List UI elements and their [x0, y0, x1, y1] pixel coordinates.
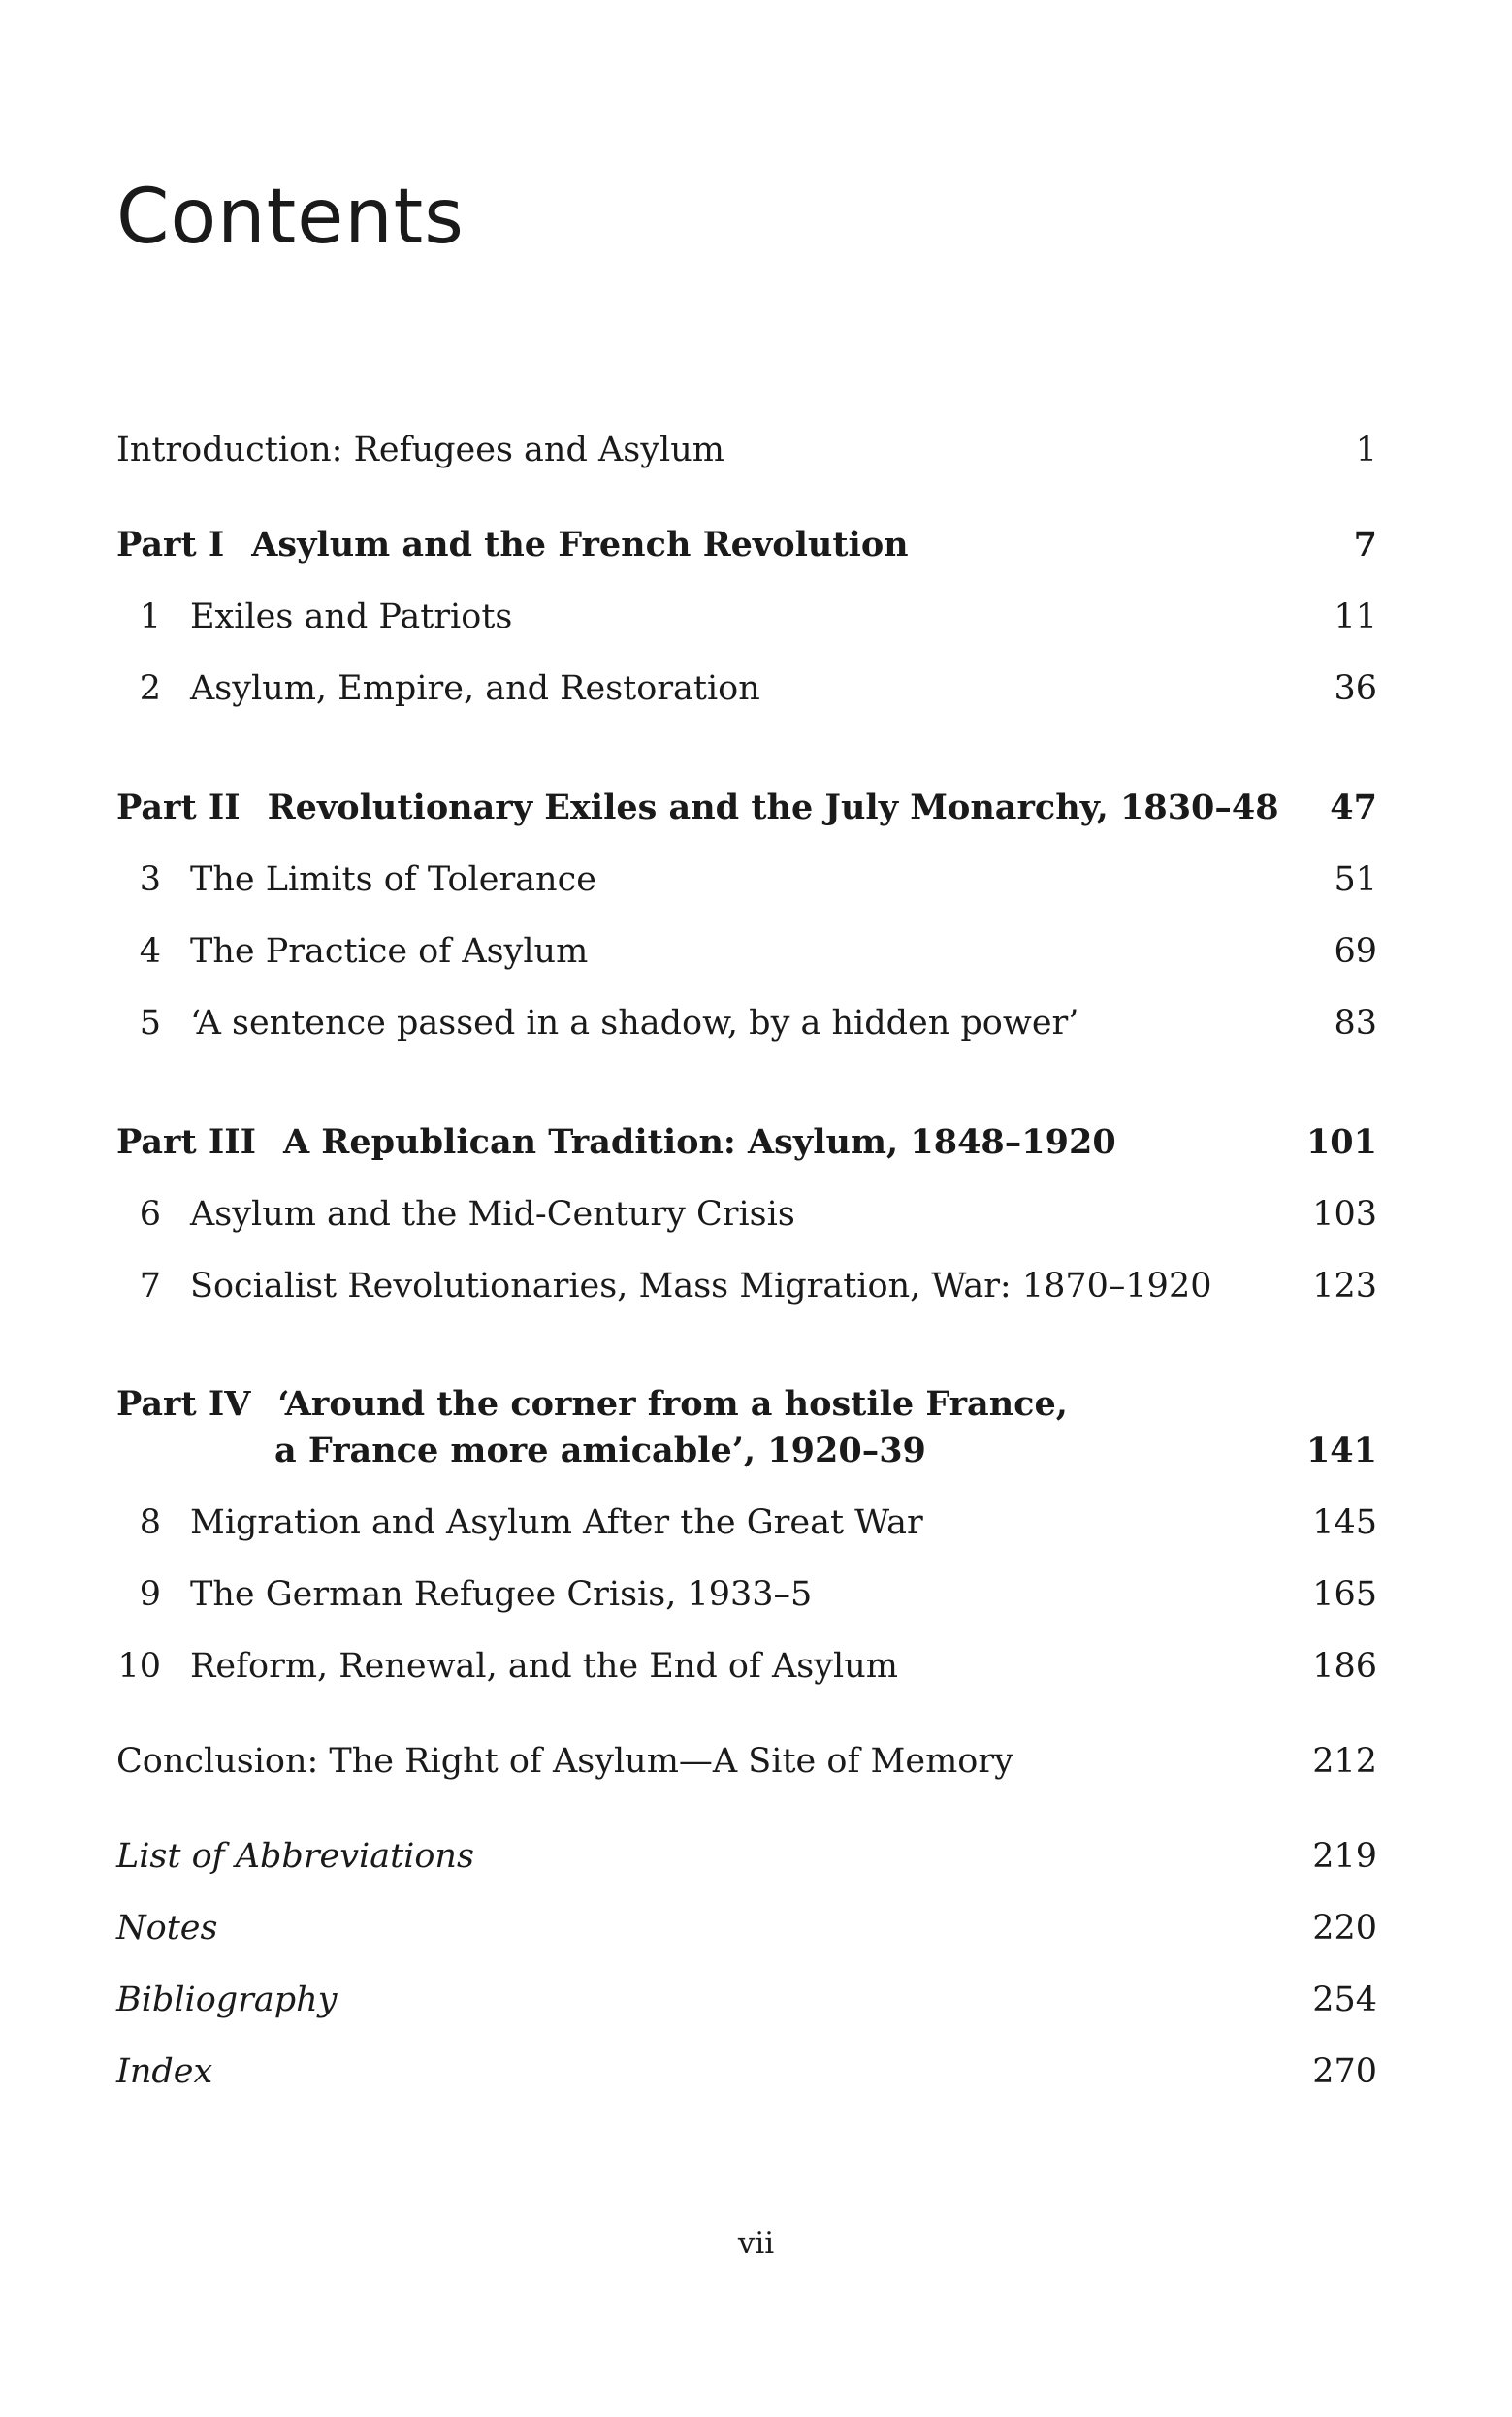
- chapter-title: The Practice of Asylum: [190, 932, 589, 971]
- entry-title: Conclusion: The Right of Asylum—A Site of Memory: [116, 1742, 1013, 1781]
- chapter-title: Asylum and the Mid-Century Crisis: [190, 1195, 795, 1234]
- chapter-title: ‘A sentence passed in a shadow, by a hidden power’: [190, 1004, 1079, 1043]
- page-number: 36: [1334, 669, 1377, 708]
- chapter-title: Socialist Revolutionaries, Mass Migration, War: 1870–1920: [190, 1267, 1212, 1305]
- chapter-title: Asylum, Empire, and Restoration: [190, 669, 760, 708]
- toc-entry-abbreviations[interactable]: [116, 1835, 1377, 1878]
- toc-part-heading[interactable]: [116, 1383, 1377, 1470]
- page-title: Contents: [116, 174, 465, 261]
- page-number: 212: [1312, 1742, 1377, 1781]
- part-title: Asylum and the French Revolution: [251, 525, 909, 564]
- entry-title: Bibliography: [116, 1981, 338, 2019]
- page-number: 270: [1312, 2052, 1377, 2091]
- toc-part-heading[interactable]: [116, 1121, 1377, 1164]
- page-number: 51: [1334, 860, 1377, 899]
- chapter-number: 9: [139, 1575, 161, 1614]
- part-title: ‘Around the corner from a hostile France,: [277, 1384, 1068, 1424]
- page-number: 141: [1305, 1431, 1377, 1470]
- chapter-number: 1: [139, 597, 161, 636]
- part-title: Revolutionary Exiles and the July Monarchy, 1830–48: [267, 788, 1279, 827]
- chapter-number: 4: [139, 932, 161, 971]
- page-number: 69: [1334, 932, 1377, 971]
- part-label: Part III: [116, 1122, 256, 1162]
- toc-part-heading[interactable]: [116, 524, 1377, 566]
- page-folio: vii: [737, 2226, 775, 2261]
- entry-title: Notes: [116, 1909, 218, 1948]
- chapter-title: The German Refugee Crisis, 1933–5: [190, 1575, 813, 1614]
- part-label: Part I: [116, 525, 225, 564]
- page-number: 1: [1355, 431, 1377, 469]
- part-label: Part IV: [116, 1384, 251, 1424]
- page-number: 123: [1312, 1267, 1377, 1305]
- chapter-title: The Limits of Tolerance: [190, 860, 596, 899]
- table-of-contents: [116, 0, 1377, 2417]
- part-title-continued: a France more amicable’, 1920–39: [274, 1431, 926, 1470]
- toc-entry-notes[interactable]: [116, 1907, 1377, 1950]
- page-number: 254: [1312, 1981, 1377, 2019]
- toc-entry-conclusion[interactable]: [116, 1740, 1377, 1783]
- entry-title: Introduction: Refugees and Asylum: [116, 431, 724, 469]
- toc-entry-index[interactable]: [116, 2050, 1377, 2093]
- page-number: 7: [1353, 525, 1377, 564]
- chapter-title: Exiles and Patriots: [190, 597, 513, 636]
- page-number: 101: [1305, 1122, 1377, 1162]
- toc-entry-introduction[interactable]: [116, 429, 1377, 471]
- page-number: 165: [1312, 1575, 1377, 1614]
- page-number: 47: [1330, 788, 1377, 827]
- entry-title: Index: [116, 2052, 213, 2091]
- chapter-number: 6: [139, 1195, 161, 1234]
- part-title: A Republican Tradition: Asylum, 1848–1920: [282, 1122, 1116, 1162]
- chapter-number: 3: [139, 860, 161, 899]
- page-number: 83: [1334, 1004, 1377, 1043]
- chapter-number: 7: [139, 1267, 161, 1305]
- page-number: 103: [1312, 1195, 1377, 1234]
- chapter-number: 2: [139, 669, 161, 708]
- chapter-title: Migration and Asylum After the Great War: [190, 1503, 923, 1542]
- page-number: 186: [1312, 1647, 1377, 1686]
- page-number: 11: [1334, 597, 1377, 636]
- page-number: 145: [1312, 1503, 1377, 1542]
- chapter-number: 5: [139, 1004, 161, 1043]
- page-number: 220: [1312, 1909, 1377, 1948]
- chapter-number: 8: [139, 1503, 161, 1542]
- toc-part-heading[interactable]: [116, 787, 1377, 829]
- toc-entry-bibliography[interactable]: [116, 1979, 1377, 2021]
- chapter-title: Reform, Renewal, and the End of Asylum: [190, 1647, 898, 1686]
- page-number: 219: [1312, 1837, 1377, 1876]
- chapter-number: 10: [117, 1647, 161, 1686]
- entry-title: List of Abbreviations: [116, 1837, 474, 1876]
- part-label: Part II: [116, 788, 241, 827]
